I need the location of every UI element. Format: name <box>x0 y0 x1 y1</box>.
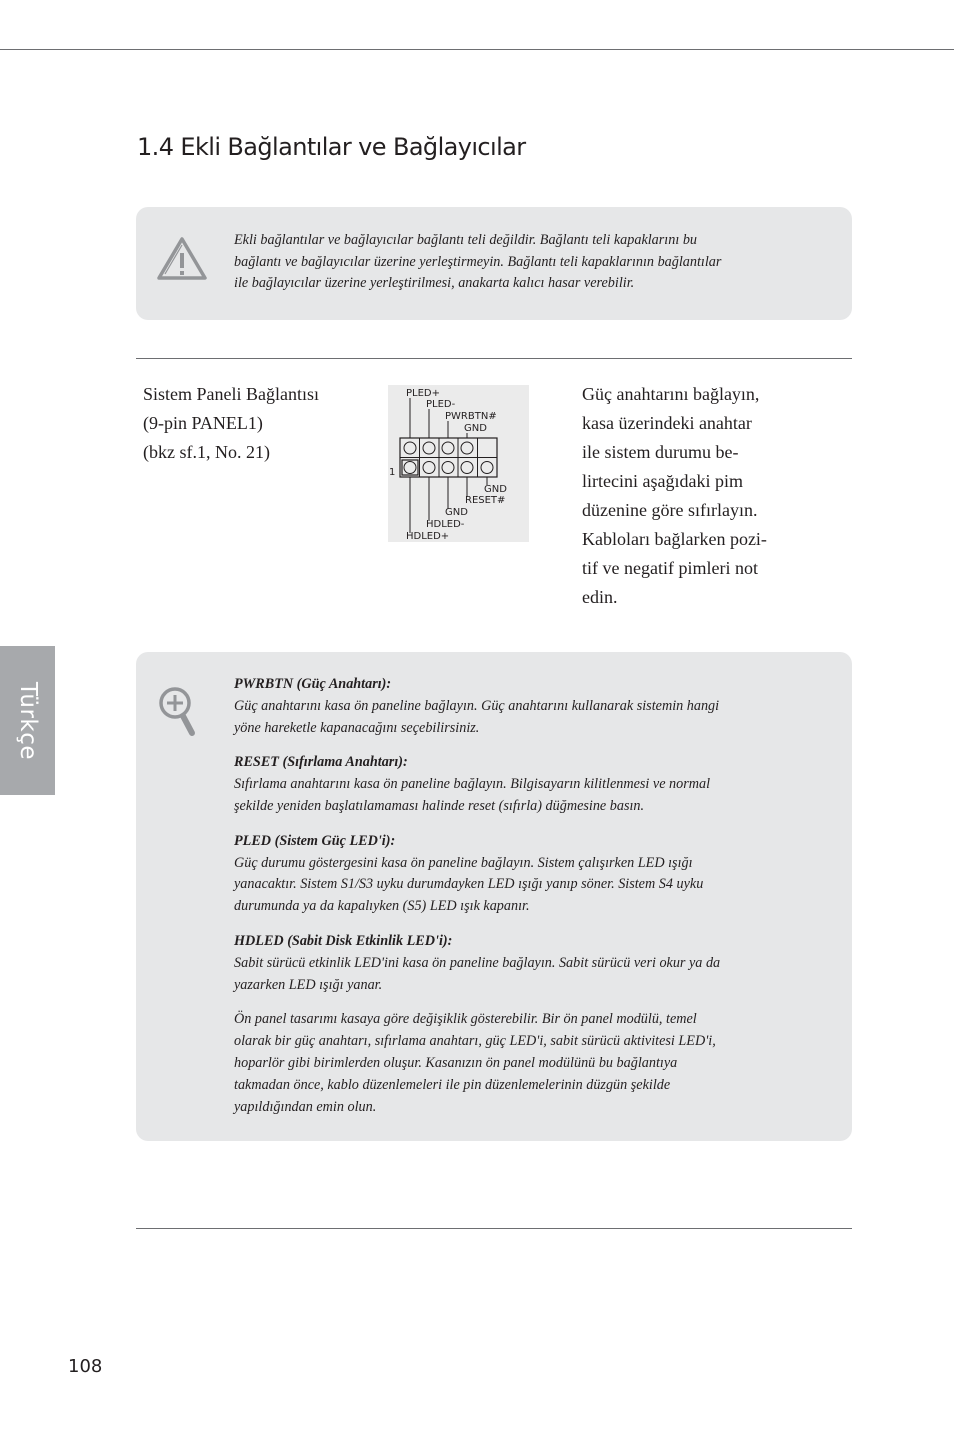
pin-label: HDLED- <box>426 519 465 530</box>
note-heading: HDLED (Sabit Disk Etkinlik LED'i): <box>234 932 453 949</box>
language-side-tab <box>0 646 55 795</box>
note-box <box>136 652 852 1141</box>
pin-label: PLED- <box>426 399 456 410</box>
description-line: ile sistem durumu be- <box>582 442 739 462</box>
pin <box>423 462 435 474</box>
description-line: tif ve negatif pimleri not <box>582 558 758 578</box>
pin <box>423 442 435 454</box>
pin <box>481 462 493 474</box>
pin-label: GND <box>445 507 468 518</box>
language-label: Türkçe <box>14 681 41 760</box>
description-line: düzenine göre sıfırlayın. <box>582 500 758 520</box>
note-item-pwrbtn <box>234 674 804 739</box>
description-line: Kabloları bağlarken pozi- <box>582 529 767 549</box>
note-content <box>234 674 804 1131</box>
section-rule <box>136 358 852 359</box>
page-number: 108 <box>68 1356 103 1377</box>
note-heading: RESET (Sıfırlama Anahtarı): <box>234 754 408 771</box>
note-body: Ön panel tasarımı kasaya göre değişiklik gösterebilir. Bir ön panel modülü, temel olarak bir güç anahtarı, sıfırlama anahtarı, güç LED'i, sabit sürücü aktivitesi LED'i, hoparlör gibi birimlerden oluşur. Kasanızın ön panel modülünü bu bağlantıya takmadan önce, kablo düzenlemeleri ile pin düzenlemelerinin düzgün şekilde yapıldığından emin olun. <box>234 1011 716 1115</box>
note-body: Sıfırlama anahtarını kasa ön paneline bağlayın. Bilgisayarın kilitlenmesi ve normal şekilde yeniden başlatılamaması halinde reset (sıfırla) düğmesine basın. <box>234 776 711 814</box>
note-body: Güç durumu göstergesini kasa ön paneline bağlayın. Sistem çalışırken LED ışığı yanacaktır. Sistem S1/S3 uyku durumdayken LED ışığı yanıp söner. Sistem S4 uyku durumunda ya da kapalıyken (S5) LED ışık kapanır. <box>234 854 704 915</box>
note-heading: PLED (Sistem Güç LED'i): <box>234 832 396 849</box>
footer-rule <box>136 1228 852 1229</box>
description-line: lirtecini aşağıdaki pim <box>582 471 743 491</box>
magnifier-plus-icon <box>158 686 198 738</box>
pin-label: RESET# <box>465 495 506 506</box>
connector-description <box>582 380 797 612</box>
description-line: kasa üzerindeki anahtar <box>582 413 752 433</box>
pin <box>442 462 454 474</box>
note-body: Sabit sürücü etkinlik LED'ini kasa ön paneline bağlayın. Sabit sürücü veri okur ya da yazarken LED ışığı yanar. <box>234 954 721 993</box>
note-item-hdled <box>234 931 804 996</box>
note-closing <box>234 1009 804 1118</box>
note-heading: PWRBTN (Güç Anahtarı): <box>234 676 392 692</box>
pin <box>461 462 473 474</box>
pin-label: GND <box>484 484 507 495</box>
pin <box>404 462 416 474</box>
pin <box>461 442 473 454</box>
connector-name-line: (9-pin PANEL1) <box>143 413 263 433</box>
top-rule <box>0 49 954 50</box>
pin <box>404 442 416 454</box>
pin-1-label: 1 <box>389 467 396 478</box>
section-title: 1.4 Ekli Bağlantılar ve Bağlayıcılar <box>137 133 526 161</box>
warning-line: bağlantı ve bağlayıcılar üzerine yerleştirmeyin. Bağlantı teli kapaklarının bağlantılar <box>234 253 722 270</box>
connector-name <box>143 380 373 467</box>
pin-label: HDLED+ <box>406 531 450 542</box>
warning-text <box>234 230 794 295</box>
warning-line: ile bağlayıcılar üzerine yerleştirilmesi, anakarta kalıcı hasar verebilir. <box>234 275 635 291</box>
warning-box <box>136 207 852 320</box>
pin-label: PLED+ <box>406 388 440 399</box>
description-line: Güç anahtarını bağlayın, <box>582 384 760 404</box>
note-item-reset <box>234 752 804 817</box>
note-item-pled <box>234 831 804 918</box>
warning-triangle-icon <box>156 236 208 282</box>
pin <box>442 442 454 454</box>
description-line: edin. <box>582 587 618 607</box>
pin-label: GND <box>464 423 487 434</box>
note-body: Güç anahtarını kasa ön paneline bağlayın. Güç anahtarını kullanarak sistemin hangi yöne hareketle kapanacağını seçebilirsiniz. <box>234 697 720 736</box>
connector-name-line: (bkz sf.1, No. 21) <box>143 442 270 462</box>
warning-line: Ekli bağlantılar ve bağlayıcılar bağlantı teli değildir. Bağlantı teli kapaklarını bu <box>234 232 698 248</box>
panel1-pin-diagram <box>388 385 529 542</box>
pin-label: PWRBTN# <box>445 411 497 422</box>
connector-name-line: Sistem Paneli Bağlantısı <box>143 384 319 404</box>
